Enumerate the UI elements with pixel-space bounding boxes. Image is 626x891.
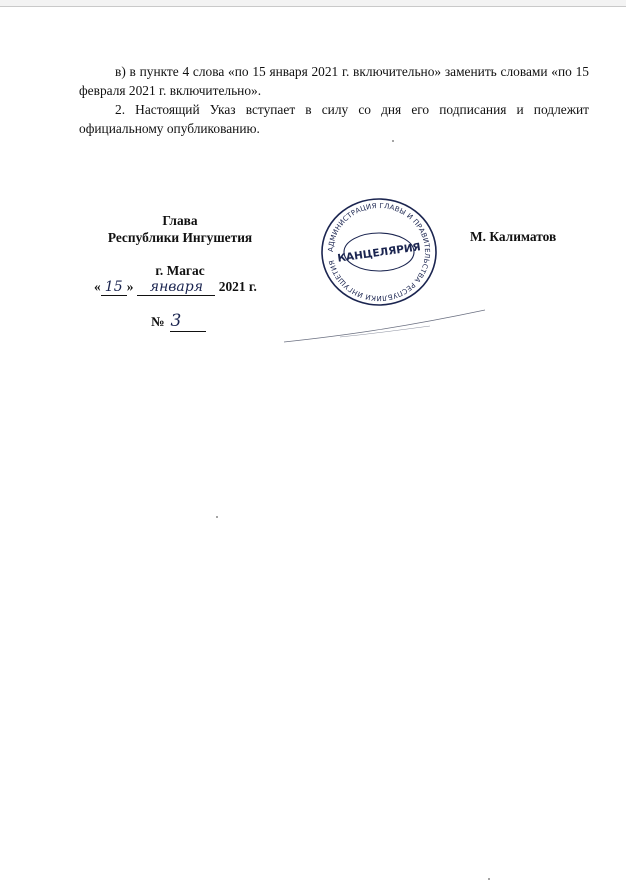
office-stamp [318, 196, 440, 308]
page-top-edge [0, 0, 626, 7]
decree-number [151, 311, 206, 332]
date-open-quote: « [94, 279, 101, 294]
date-close-quote: » [126, 279, 134, 294]
scan-speck [216, 516, 218, 518]
date-day-handwritten: 15 [101, 279, 127, 296]
stamp-ring-text: АДМИНИСТРАЦИЯ ГЛАВЫ И ПРАВИТЕЛЬСТВА РЕСПУБЛИКИ ИНГУШЕТИЯ [326, 201, 432, 303]
stamp-center-text: КАНЦЕЛЯРИЯ [336, 241, 422, 265]
date-month-handwritten: января [137, 279, 215, 296]
scan-speck [392, 140, 394, 142]
document-paragraph-1: в) в пункте 4 слова «по 15 января 2021 г. включительно» заменить словами «по 15 февраля 2021 г. включительно». [79, 64, 589, 98]
date-year: 2021 г. [218, 279, 257, 294]
scan-speck [488, 878, 490, 880]
document-paragraph-2: 2. Настоящий Указ вступает в силу со дня его подписания и подлежит официальному опубликованию. [79, 102, 589, 136]
number-sign: № [151, 314, 165, 329]
signer-name: М. Калиматов [470, 229, 557, 244]
signer-title-line-2: Республики Ингушетия [107, 230, 253, 245]
signer-title-line-1: Глава [162, 213, 198, 228]
city-label: г. Магас [155, 263, 205, 278]
signing-date [94, 279, 257, 296]
number-handwritten: 3 [170, 311, 206, 332]
signature-flourish [280, 300, 490, 350]
